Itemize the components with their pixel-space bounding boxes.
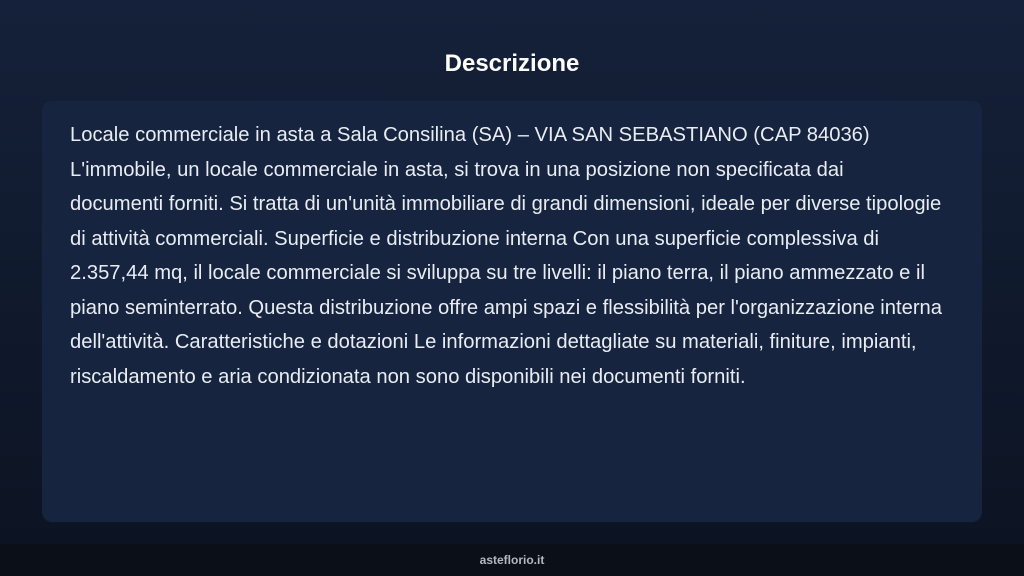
page-title: Descrizione [444,50,580,77]
footer-bar [0,544,1024,576]
footer-site-name: asteflorio.it [479,553,545,567]
description-card [42,101,982,522]
description-text: Locale commerciale in asta a Sala Consilina (SA) – VIA SAN SEBASTIANO (CAP 84036) L'immobile, un locale commerciale in asta, si trova in una posizione non specificata dai documenti forniti. Si tratta di un'unità immobiliare di grandi dimensioni, ideale per diverse tipologie di attività commerciali. Superficie e distribuzione interna Con una superficie complessiva di 2.357,44 mq, il locale commerciale si sviluppa su tre livelli: il piano terra, il piano ammezzato e il piano seminterrato. Questa distribuzione offre ampi spazi e flessibilità per l'organizzazione interna dell'attività. Caratteristiche e dotazioni Le informazioni dettagliate su materiali, finiture, impianti, riscaldamento e aria condizionata non sono disponibili nei documenti forniti. [70,124,943,388]
